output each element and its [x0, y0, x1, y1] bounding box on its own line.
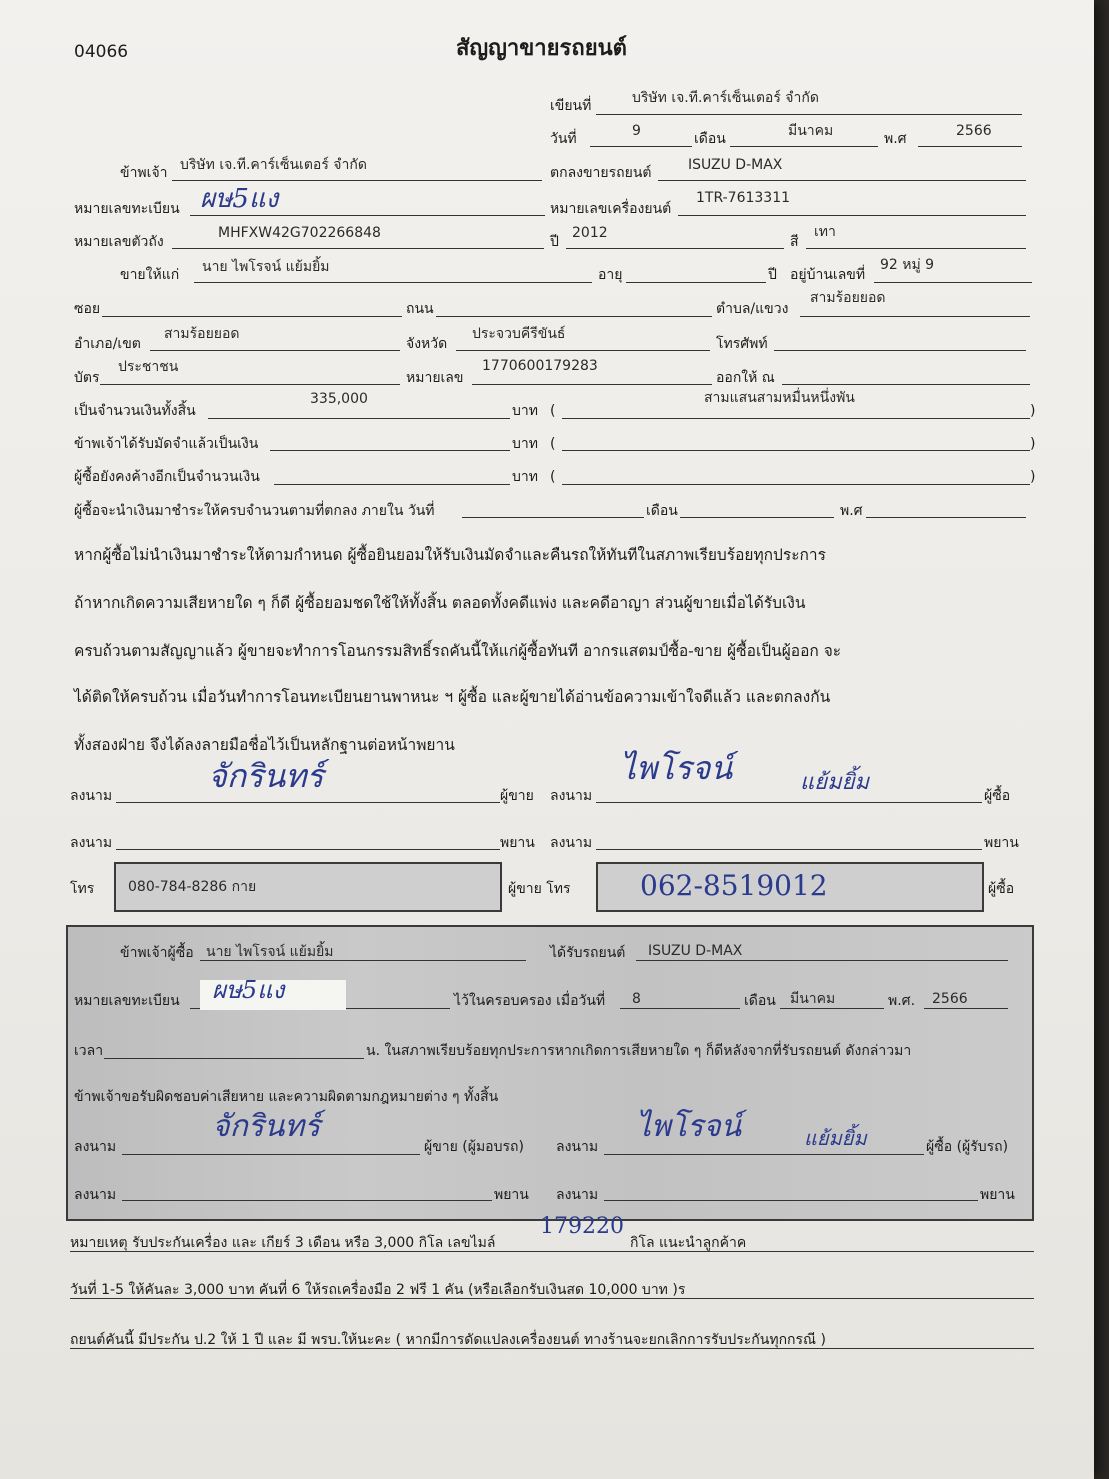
receipt-day-line	[620, 1008, 740, 1009]
receipt-plate-label: หมายเลขทะเบียน	[74, 993, 180, 1009]
year-label: พ.ศ	[884, 131, 907, 147]
sign-label: ลงนาม	[550, 788, 593, 804]
note-line-3-rule	[70, 1348, 1034, 1349]
road-line	[436, 316, 712, 317]
receipt-held-label: ไว้ในครอบครอง เมื่อวันที่	[454, 993, 606, 1009]
age-label: อายุ	[598, 267, 623, 283]
issued-at-label: ออกให้ ณ	[716, 370, 775, 386]
due-month-label: เดือน	[646, 503, 678, 519]
buyer-name-line	[194, 282, 592, 283]
witness-sign-line	[596, 849, 982, 850]
seller-sign-line	[116, 802, 500, 803]
buyer-role: ผู้ซื้อ	[984, 788, 1011, 804]
district-line	[150, 350, 400, 351]
chassis-value: MHFXW42G702266848	[218, 225, 381, 241]
remaining-baht-label: บาท	[512, 469, 538, 485]
receipt-witness-sign-line	[604, 1200, 978, 1201]
receipt-year-label: พ.ศ.	[888, 993, 916, 1009]
mileage-handwritten: 179220	[540, 1214, 624, 1239]
car-line	[658, 180, 1026, 181]
card-value: ประชาชน	[118, 359, 179, 375]
note-line-1-suffix: กิโล แนะนำลูกค้าค	[630, 1235, 747, 1251]
model-year-line	[566, 248, 784, 249]
phone-label: โทร	[70, 881, 95, 897]
remaining-words-line	[562, 484, 1030, 485]
deposit-label: ข้าพเจ้าได้รับมัดจำแล้วเป็นเงิน	[74, 436, 259, 452]
receipt-seller-role: ผู้ขาย (ผู้มอบรถ)	[424, 1139, 524, 1155]
note-line-1-rule	[70, 1251, 1034, 1252]
district-value: สามร้อยยอด	[164, 326, 240, 342]
open-paren: (	[550, 436, 556, 452]
model-year-value: 2012	[572, 225, 608, 241]
soi-line	[102, 316, 402, 317]
month-value: มีนาคม	[788, 123, 834, 139]
receipt-sign-label: ลงนาม	[556, 1139, 599, 1155]
seller-line	[172, 180, 542, 181]
total-amount-value: 335,000	[310, 391, 368, 407]
province-label: จังหวัด	[406, 336, 448, 352]
plate-handwritten: ผษ5แง	[200, 184, 279, 214]
terms-line: ทั้งสองฝ่าย จึงได้ลงลายมือชื่อไว้เป็นหลักฐานต่อหน้าพยาน	[74, 736, 455, 754]
id-number-value: 1770600179283	[482, 358, 598, 374]
sign-label: ลงนาม	[70, 835, 113, 851]
receipt-car-line	[636, 960, 1008, 961]
close-paren: )	[1030, 436, 1036, 452]
total-amount-label: เป็นจำนวนเงินทั้งสิ้น	[74, 403, 196, 419]
terms-line: ได้ติดให้ครบถ้วน เมื่อวันทำการโอนทะเบียนยานพาหนะ ฯ ผู้ซื้อ และผู้ขายได้อ่านข้อความเข้าใจดีแล้ว และตกลงกัน	[74, 688, 831, 706]
buyer-name-value: นาย ไพโรจน์ แย้มยิ้ม	[202, 259, 330, 275]
remaining-line	[274, 484, 510, 485]
year-line	[918, 146, 1022, 147]
receipt-month-value: มีนาคม	[790, 991, 836, 1007]
address-value: 92 หมู่ 9	[880, 257, 935, 273]
chassis-line	[172, 248, 544, 249]
province-line	[456, 350, 710, 351]
subdistrict-line	[800, 316, 1030, 317]
receipt-condition-text: น. ในสภาพเรียบร้อยทุกประการหากเกิดการเสียหายใด ๆ ก็ดีหลังจากที่รับรถยนต์ ดังกล่าวมา	[366, 1043, 912, 1059]
receipt-time-label: เวลา	[74, 1043, 104, 1059]
chassis-label: หมายเลขตัวถัง	[74, 234, 164, 250]
total-baht-label: บาท	[512, 403, 538, 419]
seller-role: ผู้ขาย	[500, 788, 534, 804]
sell-to-label: ขายให้แก่	[120, 267, 180, 283]
month-label: เดือน	[694, 131, 726, 147]
terms-line: ถ้าหากเกิดความเสียหายใด ๆ ก็ดี ผู้ซื้อยอมชดใช้ให้ทั้งสิ้น ตลอดทั้งคดีแพ่ง และคดีอาญา ส่วนผู้ขายเมื่อได้รับเงิน	[74, 594, 806, 612]
receipt-month-line	[780, 1008, 884, 1009]
receipt-sign-label: ลงนาม	[74, 1139, 117, 1155]
note-line-3: ถยนต์คันนี้ มีประกัน ป.2 ให้ 1 ปี และ มี พรบ.ให้นะคะ ( หากมีการดัดแปลงเครื่องยนต์ ทางร้านจะยกเลิกการรับประกันทุกกรณี )	[70, 1332, 826, 1348]
receipt-buyer-label: ข้าพเจ้าผู้ซื้อ	[120, 945, 194, 961]
address-line	[874, 282, 1032, 283]
receipt-liability-text: ข้าพเจ้าขอรับผิดชอบค่าเสียหาย และความผิดตามกฎหมายต่าง ๆ ทั้งสิ้น	[74, 1089, 499, 1105]
receipt-witness-sign-line	[122, 1200, 492, 1201]
model-year-label: ปี	[550, 234, 559, 250]
province-value: ประจวบคีรีขันธ์	[472, 326, 566, 342]
total-words-line	[562, 418, 1030, 419]
seller-signature: จักรินทร์	[208, 757, 324, 795]
receipt-sign-label: ลงนาม	[556, 1187, 599, 1203]
written-at-label: เขียนที่	[550, 98, 592, 114]
written-at-value: บริษัท เจ.ที.คาร์เซ็นเตอร์ จำกัด	[632, 90, 819, 106]
engine-value: 1TR-7613311	[696, 190, 791, 206]
district-label: อำเภอ/เขต	[74, 336, 141, 352]
year-value: 2566	[956, 123, 992, 139]
phone-label: โทรศัพท์	[716, 336, 768, 352]
note-line-2-rule	[70, 1298, 1034, 1299]
due-date-label: ผู้ซื้อจะนำเงินมาชำระให้ครบจำนวนตามที่ตกลง ภายใน วันที่	[74, 503, 435, 519]
sign-label: ลงนาม	[550, 835, 593, 851]
seller-name-value: บริษัท เจ.ที.คาร์เซ็นเตอร์ จำกัด	[180, 157, 367, 173]
document-title: สัญญาขายรถยนต์	[456, 36, 627, 61]
deposit-baht-label: บาท	[512, 436, 538, 452]
receipt-car-value: ISUZU D-MAX	[648, 943, 743, 959]
receipt-witness-role: พยาน	[494, 1187, 529, 1203]
remaining-label: ผู้ซื้อยังคงค้างอีกเป็นจำนวนเงิน	[74, 469, 260, 485]
receipt-seller-sign-line	[122, 1154, 420, 1155]
address-label: อยู่บ้านเลขที่	[790, 267, 866, 283]
deposit-words-line	[562, 450, 1030, 451]
close-paren: )	[1030, 403, 1036, 419]
document-number: 04066	[74, 42, 129, 62]
open-paren: (	[550, 469, 556, 485]
id-number-label: หมายเลข	[406, 370, 464, 386]
terms-line: หากผู้ซื้อไม่นำเงินมาชำระให้ตามกำหนด ผู้ซื้อยินยอมให้รับเงินมัดจำและคืนรถให้ทันทีในสภาพเรียบร้อยทุกประการ	[74, 546, 826, 564]
engine-line	[678, 215, 1026, 216]
due-month-line	[680, 517, 834, 518]
witness-role: พยาน	[500, 835, 535, 851]
note-line-2: วันที่ 1-5 ให้คันละ 3,000 บาท คันที่ 6 ให้รถเครื่องมือ 2 ฟรี 1 คัน (หรือเลือกรับเงินสด 10,000 บาท )ร	[70, 1282, 686, 1298]
color-label: สี	[790, 234, 799, 250]
date-label: วันที่	[550, 131, 577, 147]
receipt-plate-handwritten: ผษ5แง	[212, 976, 285, 1004]
receipt-year-line	[924, 1008, 1008, 1009]
phone-line	[774, 350, 1026, 351]
receipt-time-line	[104, 1058, 364, 1059]
receipt-buyer-signature-last: แย้มยิ้ม	[804, 1126, 867, 1150]
total-amount-line	[208, 418, 510, 419]
seller-phone-label: ผู้ขาย โทร	[508, 881, 571, 897]
date-line	[590, 146, 692, 147]
subdistrict-label: ตำบล/แขวง	[716, 301, 789, 317]
receipt-year-value: 2566	[932, 991, 968, 1007]
due-year-label: พ.ศ	[840, 503, 863, 519]
buyer-phone-value: 062-8519012	[640, 869, 828, 902]
agree-sell-label: ตกลงขายรถยนต์	[550, 165, 652, 181]
plate-label: หมายเลขทะเบียน	[74, 201, 180, 217]
road-label: ถนน	[406, 301, 434, 317]
soi-label: ซอย	[74, 301, 101, 317]
note-line-1: หมายเหตุ รับประกันเครื่อง และ เกียร์ 3 เดือน หรือ 3,000 กิโล เลขไมล์	[70, 1235, 496, 1251]
vehicle-receipt-box	[66, 925, 1034, 1221]
buyer-sign-line	[596, 802, 982, 803]
buyer-signature-last: แย้มยิ้ม	[800, 770, 869, 795]
age-unit: ปี	[768, 267, 777, 283]
receipt-buyer-sign-line	[604, 1154, 924, 1155]
id-number-line	[472, 384, 712, 385]
receipt-month-label: เดือน	[744, 993, 776, 1009]
receipt-buyer-value: นาย ไพโรจน์ แย้มยิ้ม	[206, 944, 334, 960]
buyer-signature-first: ไพโรจน์	[620, 749, 733, 787]
sign-label: ลงนาม	[70, 788, 113, 804]
plate-line	[190, 215, 545, 216]
seller-phone-value: 080-784-8286 กาย	[128, 879, 257, 895]
date-day-value: 9	[632, 123, 641, 139]
total-words-value: สามแสนสามหมื่นหนึ่งพัน	[704, 390, 855, 406]
close-paren: )	[1030, 469, 1036, 485]
color-value: เทา	[814, 224, 836, 240]
age-line	[626, 282, 766, 283]
due-year-line	[866, 517, 1026, 518]
card-line	[100, 384, 400, 385]
open-paren: (	[550, 403, 556, 419]
deposit-line	[270, 450, 510, 451]
seller-label: ข้าพเจ้า	[120, 165, 168, 181]
receipt-seller-signature: จักรินทร์	[212, 1109, 321, 1144]
receipt-buyer-signature-first: ไพโรจน์	[636, 1109, 742, 1144]
receipt-sign-label: ลงนาม	[74, 1187, 117, 1203]
receipt-received-label: ได้รับรถยนต์	[550, 945, 626, 961]
car-model-value: ISUZU D-MAX	[688, 157, 783, 173]
due-day-line	[462, 517, 644, 518]
engine-label: หมายเลขเครื่องยนต์	[550, 201, 672, 217]
receipt-day-value: 8	[632, 991, 641, 1007]
receipt-buyer-role: ผู้ซื้อ (ผู้รับรถ)	[926, 1139, 1009, 1155]
card-label: บัตร	[74, 370, 100, 386]
receipt-buyer-line	[200, 960, 526, 961]
written-at-line	[596, 114, 1022, 115]
witness-sign-line	[116, 849, 500, 850]
month-line	[730, 146, 878, 147]
issued-at-line	[782, 384, 1030, 385]
receipt-witness-role: พยาน	[980, 1187, 1015, 1203]
buyer-phone-role: ผู้ซื้อ	[988, 881, 1015, 897]
terms-line: ครบถ้วนตามสัญญาแล้ว ผู้ขายจะทำการโอนกรรมสิทธิ์รถคันนี้ให้แก่ผู้ซื้อทันที อากรแสตมป์ซื้อ-ขาย ผู้ซื้อเป็นผู้ออก จะ	[74, 642, 842, 660]
color-line	[806, 248, 1026, 249]
subdistrict-value: สามร้อยยอด	[810, 290, 886, 306]
witness-role: พยาน	[984, 835, 1019, 851]
